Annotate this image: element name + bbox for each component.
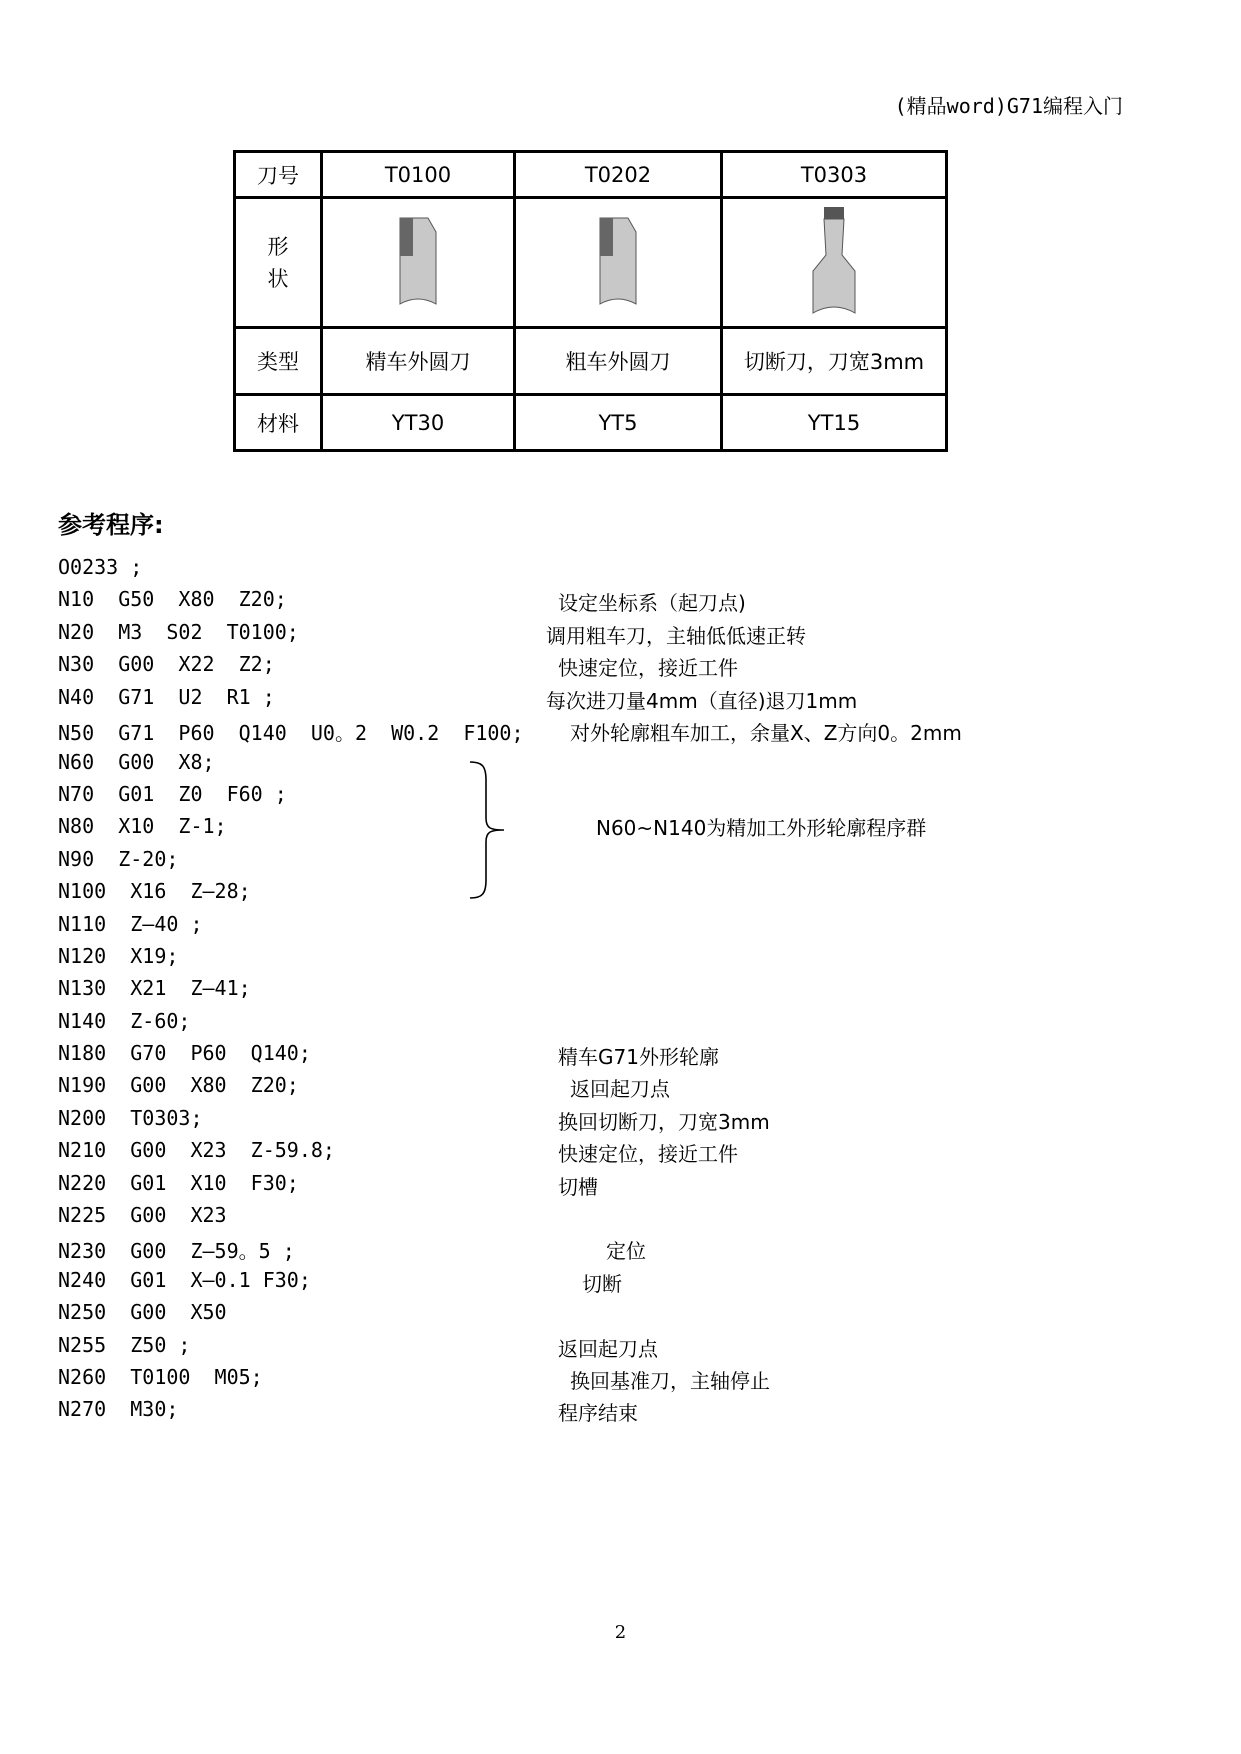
code-comment: 设定坐标系（起刀点) [558,591,746,615]
code-line: N140 Z-60; [58,1009,191,1033]
code-comment: 快速定位，接近工件 [558,1142,738,1166]
code-line: N260 T0100 M05; [58,1365,263,1389]
tool-material-cell: YT30 [322,395,515,451]
code-line: N190 G00 X80 Z20; [58,1073,299,1097]
row-label-line: 状 [267,266,289,291]
tool-number-cell: T0303 [722,152,947,198]
tool-type-cell: 粗车外圆刀 [515,328,722,395]
code-comment: 返回起刀点 [570,1077,670,1101]
row-label-line: 形 [267,234,289,259]
code-line: O0233 ; [58,555,143,579]
code-line: N130 X21 Z—41; [58,976,251,1000]
code-comment: 定位 [606,1239,646,1263]
code-comment: 每次进刀量4mm（直径)退刀1mm [546,689,858,713]
code-line: N70 G01 Z0 F60 ; [58,782,287,806]
code-line: N40 G71 U2 R1 ; [58,685,275,709]
code-line: N30 G00 X22 Z2; [58,652,275,676]
tool-shape-cell [515,198,722,328]
row-label: 刀号 [235,152,322,198]
brace-annotation: N60~N140为精加工外形轮廓程序群 [596,816,927,840]
code-comment: 切断 [582,1272,622,1296]
code-line: N100 X16 Z—28; [58,879,251,903]
code-comment: 切槽 [558,1175,598,1199]
code-line: N60 G00 X8; [58,750,215,774]
code-line: N250 G00 X50 [58,1300,227,1324]
code-line: N220 G01 X10 F30; [58,1171,299,1195]
page-number: 2 [614,1622,627,1643]
code-line: N80 X10 Z-1; [58,814,227,838]
tool-type-cell: 切断刀，刀宽3mm [722,328,947,395]
code-comment: 程序结束 [558,1401,638,1425]
curly-brace-icon [468,760,508,900]
tool-shape-cell [722,198,947,328]
code-comment: 返回起刀点 [558,1337,658,1361]
code-line: N90 Z-20; [58,847,179,871]
code-line: N10 G50 X80 Z20; [58,587,287,611]
code-line: N110 Z—40 ; [58,912,203,936]
tool-table [233,150,948,452]
code-line: N50 G71 P60 Q140 U0。2 W0.2 F100; [58,721,524,745]
code-line: N120 X19; [58,944,179,968]
code-comment: 对外轮廓粗车加工，余量X、Z方向0。2mm [570,721,962,745]
section-title: 参考程序: [58,511,164,539]
code-line: N230 G00 Z—59。5 ; [58,1239,295,1263]
code-line: N225 G00 X23 [58,1203,227,1227]
code-line: N270 M30; [58,1397,179,1421]
code-line: N180 G70 P60 Q140; [58,1041,311,1065]
outer-turning-tool-icon [394,210,442,310]
table-row [235,395,947,451]
table-row [235,328,947,395]
table-row [235,152,947,198]
code-line: N200 T0303; [58,1106,203,1130]
tool-material-cell: YT15 [722,395,947,451]
row-label [235,198,322,328]
tool-number-cell: T0202 [515,152,722,198]
document-header: (精品word)G71编程入门 [894,94,1123,118]
tool-material-cell: YT5 [515,395,722,451]
row-label: 类型 [235,328,322,395]
tool-type-cell: 精车外圆刀 [322,328,515,395]
code-comment: 换回切断刀，刀宽3mm [558,1110,770,1134]
tool-number-cell: T0100 [322,152,515,198]
table-row [235,198,947,328]
code-line: N240 G01 X—0.1 F30; [58,1268,311,1292]
code-comment: 换回基准刀，主轴停止 [570,1369,770,1393]
code-comment: 精车G71外形轮廓 [558,1045,719,1069]
code-line: N210 G00 X23 Z-59.8; [58,1138,335,1162]
parting-tool-icon [809,205,859,315]
tool-shape-cell [322,198,515,328]
code-comment: 快速定位，接近工件 [558,656,738,680]
row-label: 材料 [235,395,322,451]
code-comment: 调用粗车刀，主轴低低速正转 [546,624,806,648]
code-line: N255 Z50 ; [58,1333,191,1357]
outer-turning-tool-icon [594,210,642,310]
code-line: N20 M3 S02 T0100; [58,620,299,644]
